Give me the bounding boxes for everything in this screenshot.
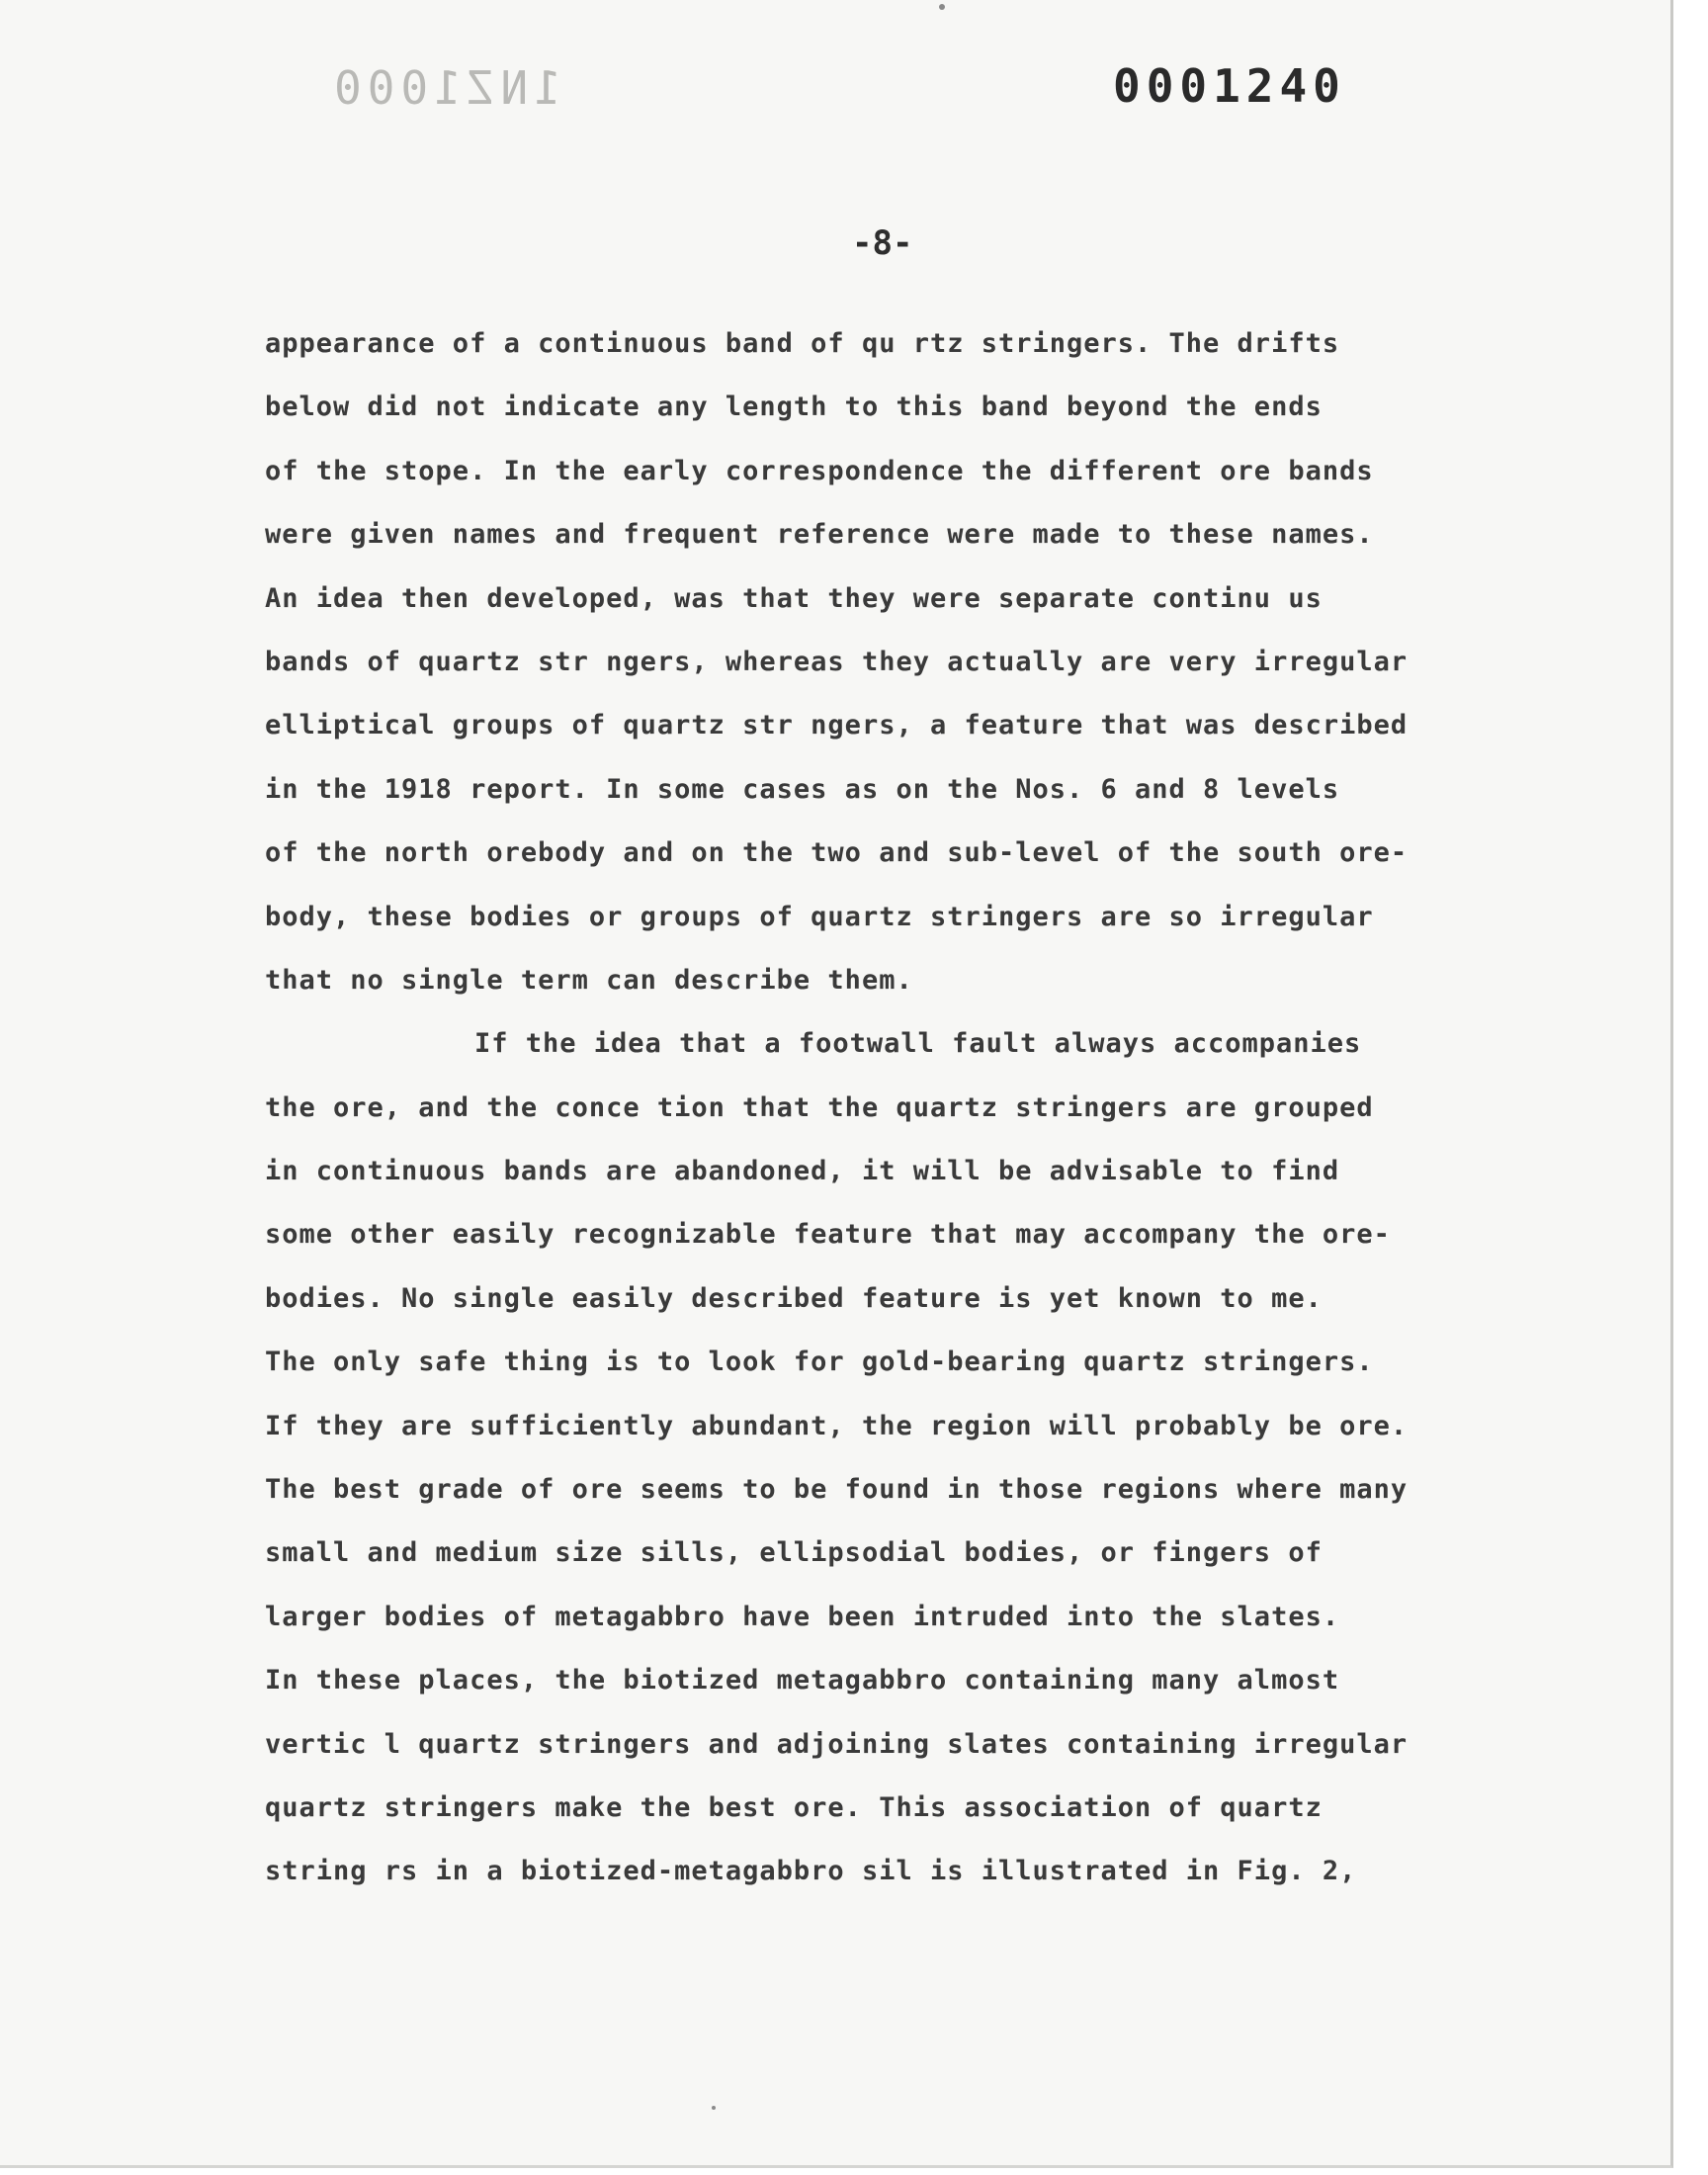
- text-line: vertic l quartz stringers and adjoining slates containing irregular: [265, 1728, 1409, 1760]
- text-line: below did not indicate any length to this band beyond the ends: [265, 392, 1323, 423]
- text-line: If they are sufficiently abundant, the region will probably be ore.: [265, 1410, 1409, 1441]
- paper-speck: [712, 2106, 716, 2110]
- paper-speck: [939, 4, 945, 10]
- text-line: of the stope. In the early correspondence the different ore bands: [265, 455, 1374, 486]
- document-stamp-number: 0001240: [1113, 59, 1346, 113]
- text-line: elliptical groups of quartz str ngers, a feature that was described: [265, 710, 1409, 741]
- text-line: were given names and frequent reference were made to these names.: [265, 519, 1374, 551]
- text-line: small and medium size sills, ellipsodial bodies, or fingers of: [265, 1537, 1323, 1569]
- text-line: in the 1918 report. In some cases as on the Nos. 6 and 8 levels: [265, 773, 1340, 805]
- page-number: -8-: [852, 223, 913, 263]
- text-line: bands of quartz str ngers, whereas they actually are very irregular: [265, 646, 1409, 677]
- text-line: string rs in a biotized-metagabbro sil is illustrated in Fig. 2,: [265, 1856, 1357, 1887]
- text-line: bodies. No single easily described feature is yet known to me.: [265, 1282, 1323, 1314]
- body-text: [265, 312, 1629, 1904]
- text-line: In these places, the biotized metagabbro containing many almost: [265, 1665, 1340, 1696]
- text-line: body, these bodies or groups of quartz stringers are so irregular: [265, 901, 1374, 932]
- text-line: appearance of a continuous band of qu rtz stringers. The drifts: [265, 328, 1340, 359]
- text-line: the ore, and the conce tion that the quartz stringers are grouped: [265, 1091, 1374, 1123]
- text-line: The best grade of ore seems to be found in those regions where many: [265, 1474, 1409, 1506]
- text-line: that no single term can describe them.: [265, 964, 913, 996]
- ghost-stamp-number: 1NZ1000: [328, 61, 561, 115]
- text-line: The only safe thing is to look for gold-bearing quartz stringers.: [265, 1347, 1374, 1378]
- text-line: in continuous bands are abandoned, it will be advisable to find: [265, 1156, 1340, 1187]
- text-line: larger bodies of metagabbro have been intruded into the slates.: [265, 1601, 1340, 1632]
- text-line: of the north orebody and on the two and sub-level of the south ore-: [265, 837, 1409, 869]
- paragraph-start-line: If the idea that a footwall fault always accompanies: [474, 1028, 1362, 1060]
- text-line: some other easily recognizable feature that may accompany the ore-: [265, 1219, 1391, 1251]
- text-line: An idea then developed, was that they were separate continu us: [265, 582, 1323, 614]
- text-line: quartz stringers make the best ore. This association of quartz: [265, 1791, 1323, 1823]
